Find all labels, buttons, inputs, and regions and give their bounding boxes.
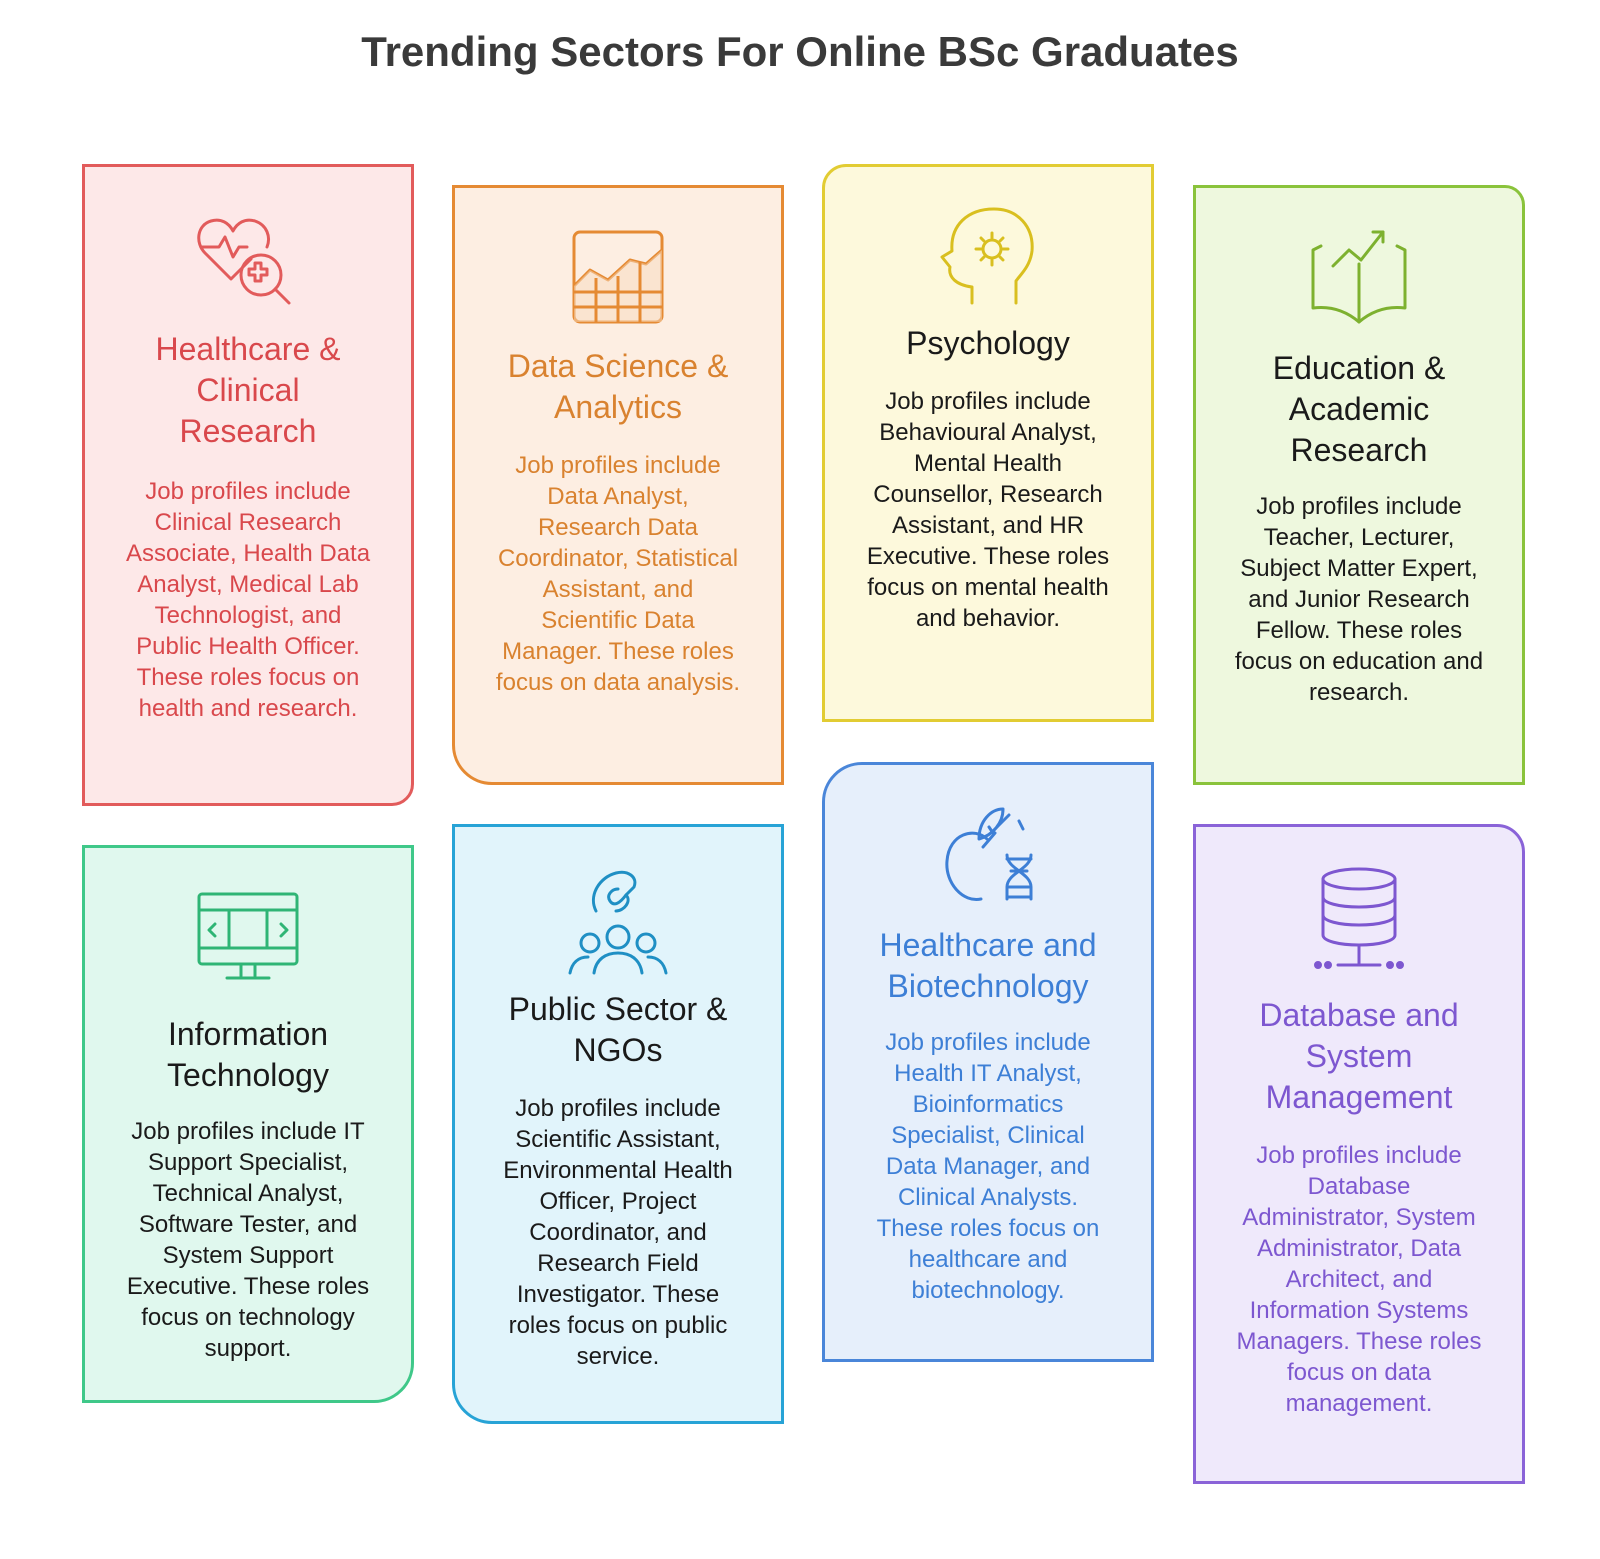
apple-dna-icon (935, 803, 1041, 909)
community-hand-icon (566, 865, 670, 975)
card-title: Database and System Management (1259, 997, 1459, 1115)
card-education-academic-research (1193, 185, 1525, 785)
database-network-icon (1304, 865, 1414, 975)
card-data-science-analytics (452, 185, 784, 785)
card-title: Healthcare and Biotechnology (879, 927, 1097, 1004)
card-description: Job profiles include Clinical Research Associate, Health Data Analyst, Medical Lab Technologist, and Public Health Officer. These roles focus on health and research. (125, 478, 371, 722)
monitor-code-icon (195, 890, 301, 986)
card-title: Information Technology (167, 1016, 329, 1093)
card-healthcare-biotechnology (822, 762, 1154, 1362)
card-description: Job profiles include Database Administrator, System Administrator, Data Architect, and Information Systems Managers. These roles focus on data management. (1236, 1142, 1482, 1417)
card-title: Data Science & Analytics (507, 348, 729, 425)
growth-chart-icon (570, 226, 666, 326)
card-title: Healthcare & Clinical Research (155, 331, 341, 449)
head-gear-icon (938, 205, 1038, 309)
card-database-system-management (1193, 824, 1525, 1484)
card-description: Job profiles include Health IT Analyst, Bioinformatics Specialist, Clinical Data Manager, and Clinical Analysts. These roles focus on healthcare and biotechnology. (876, 1029, 1100, 1304)
card-description: Job profiles include Scientific Assistant, Environmental Health Officer, Project Coordinator, and Research Field Investigator. These roles focus on public service. (503, 1095, 733, 1370)
page-title: Trending Sectors For Online BSc Graduates (361, 28, 1239, 75)
heart-medical-search-icon (193, 205, 303, 315)
card-title: Education & Academic Research (1272, 350, 1446, 468)
card-title: Public Sector & NGOs (508, 991, 728, 1068)
card-title: Psychology (906, 325, 1070, 361)
card-description: Job profiles include Teacher, Lecturer, Subject Matter Expert, and Junior Research Fellow. These roles focus on education and research. (1234, 493, 1484, 706)
open-book-growth-icon (1307, 224, 1411, 328)
card-public-sector-ngos (452, 824, 784, 1424)
card-psychology (822, 164, 1154, 722)
card-healthcare-clinical-research (82, 164, 414, 806)
card-description: Job profiles include Data Analyst, Research Data Coordinator, Statistical Assistant, and Scientific Data Manager. These roles focus on data analysis. (495, 452, 741, 696)
card-information-technology (82, 845, 414, 1403)
card-description: Job profiles include IT Support Specialist, Technical Analyst, Software Tester, and System Support Executive. These roles focus on technology support. (126, 1118, 370, 1362)
card-description: Job profiles include Behavioural Analyst, Mental Health Counsellor, Research Assistant, and HR Executive. These roles focus on mental health and behavior. (866, 388, 1110, 632)
